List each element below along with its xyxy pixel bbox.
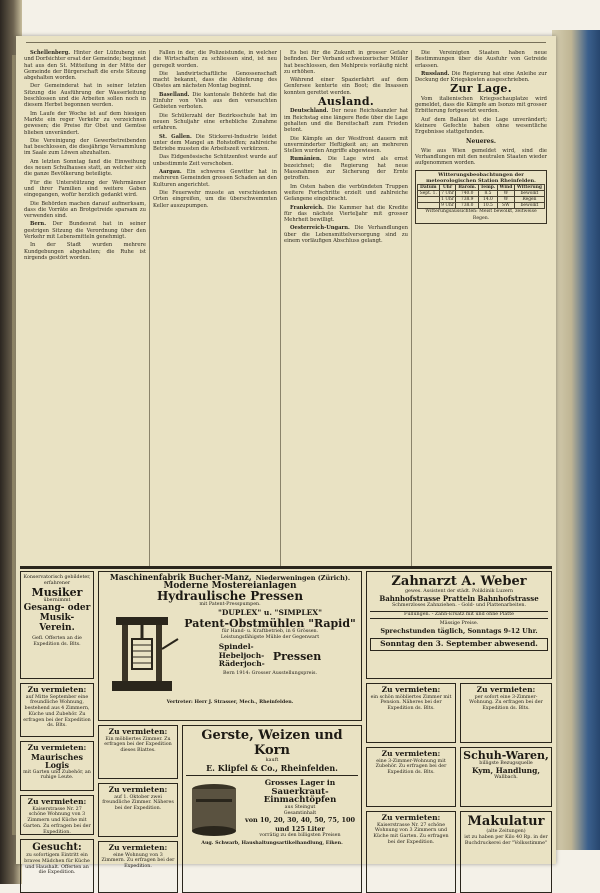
article-text: Während einer Spazierfahrt auf dem Genfersee kenterte ein Boot; die Insassen konnten gerettet werden. [284,77,408,96]
article-text: Die Feuerwehr musste an verschiedenen Orten eingreifen, um die überschwemmten Keller auszupumpen. [153,189,277,209]
weather-footer: Witterungsaussichten: Meist bewölkt, zeitweise Regen. [425,209,537,221]
article-paragraph [24,50,146,81]
weather-cell: 8.5 [478,191,497,197]
ad-small-title: Zu vermieten: [476,685,536,694]
ad-schuh-line1: billigste Bezugsquelle [479,761,533,766]
ad-bucher-manz [98,571,362,721]
article-text: In der Stadt wurden mehrere Kundgebungen abgehalten; die Ruhe ist nirgends gestört worden. [24,242,146,261]
ad-gesucht-title: Gesucht: [32,842,82,853]
article-paragraph [284,205,408,224]
weather-header-cell: Wind [497,185,514,191]
weather-cell: 9 Uhr [439,203,456,209]
article-column-2 [153,50,277,566]
article-paragraph [24,159,146,178]
article-lead: Deutschland. [290,108,329,115]
weather-cell: Sept. 1. [418,191,440,197]
ad-musiker-title: Musiker [31,585,83,599]
ad-schuh-line2: Kym, Handlung, [472,765,540,775]
ad-bucher-rep: Vertreter: Herr J. Strasser, Mech., Rheinfelden. [166,699,294,706]
ad-maurer-line2: mit Garten und Zubehör, an ruhige Leute. [23,769,91,781]
ad-bucher-place: Niederweningen (Zürich). [255,574,351,582]
ad-gerste-title: Gerste, Weizen und Korn [201,728,343,758]
weather-cell: Regen [514,197,544,203]
ad-small-title: Zu vermieten: [108,843,168,852]
ad-gerste-line2: Grosses Lager in [264,778,336,788]
article-text: Im Laufe der Woche ist auf dem hiesigen Markte ein reger Verkehr zu verzeichnen gewesen; die Preise für Obst und Gemüse blieben unverändert. [24,110,146,136]
article-paragraph [284,50,408,75]
ad-small-title: Zu vermieten: [381,749,441,758]
weather-cell: bewölkt [514,203,544,209]
ad-small-maurer [20,741,94,791]
weather-cell: 14.0 [478,197,497,203]
press-illustration [102,609,182,699]
ad-small-text: auf Mitte September eine freundliche Wohnung, bestehend aus 4 Zimmern, Küche und Zubehör. Zu erfragen bei der Expedition ds. Blts. [23,694,91,729]
ad-maurer-title: Zu vermieten: [27,743,87,752]
ad-zahnarzt-weber [366,571,552,679]
article-text: Die Kämpfe an der Westfront dauern mit unverminderter Heftigkeit an; an mehreren Stellen wurden Angriffe abgewiesen. [284,135,408,155]
ad-gerste-line4: aus Steingut [284,804,316,810]
ad-schuh-waren [460,747,552,807]
article-paragraph [153,154,277,167]
article-text: Die Schülerzahl der Bezirksschule hat im neuen Schuljahr eine erhebliche Zunahme erfahren. [153,112,277,132]
ad-small-title: Zu vermieten: [381,685,441,694]
article-paragraph [153,113,277,132]
article-text: Am letzten Sonntag fand die Einweihung des neuen Schulhauses statt, an welcher sich die ganze Bevölkerung beteiligte. [24,158,146,178]
ad-small-rent-8 [366,747,456,807]
article-text: Für die Unterstützung der Wehrmänner und ihrer Familien sind weitere Gaben eingegangen, wofür herzlich gedankt wird. [24,179,146,199]
ad-gerste-line1: kauft [265,758,279,763]
ad-small-rent-7 [460,683,552,743]
weather-header-cell: Uhr [439,185,456,191]
weather-header-cell: Witterung [514,185,544,191]
article-text: Die Stickerei-Industrie leidet unter dem Mangel an Rohstoffen; zahlreiche Betriebe mussten die Arbeitszeit verkürzen. [153,133,277,153]
ad-small-rent-3 [98,725,178,779]
ad-weber-name: Zahnarzt A. Weber [391,574,527,589]
ad-section-rule [20,566,552,569]
ad-small-title: Zu vermieten: [108,727,168,736]
column-divider [149,50,150,568]
article-text: Die kantonale Behörde hat die Einfuhr von Vieh aus den verseuchten Gebieten verboten. [153,91,277,111]
ad-small-text: Kaiserstrasse Nr. 27 schöne Wohnung von 3 Zimmern und Küche mit Garten. Zu erfragen bei der Expedition. [373,822,449,845]
weather-box [415,170,547,224]
article-paragraph [415,117,547,136]
article-text: Der Bundesrat hat in seiner gestrigen Sitzung die Verordnung über den Verkehr mit Lebensmitteln genehmigt. [24,221,146,241]
article-paragraph [24,242,146,261]
weather-cell: W [497,197,514,203]
article-paragraph [153,134,277,153]
weather-title: Witterungsbeobachtungen der meteorologischen Station Rheinfelden. [426,171,536,185]
weather-table [417,184,545,209]
ad-small-title: Zu vermieten: [108,785,168,794]
ad-small-text: ein schön möbliertes Zimmer mit Pension. Näheres bei der Expedition ds. Blts. [370,694,452,712]
column-divider [411,50,412,568]
ad-bucher-line7: Spindel- [218,642,254,652]
ad-bucher-line8: Hebeljoch- [218,650,265,660]
article-column-1 [24,50,146,566]
article-text: Das Eidgenössische Schützenfest wurde auf unbestimmte Zeit verschoben. [153,154,277,167]
ad-small-text: auf 1. Oktober zwei freundliche Zimmer. Näheres bei der Expedition. [102,794,174,812]
ad-small-title: Zu vermieten: [381,813,441,822]
weather-cell: 7 Uhr [439,191,456,197]
article-lead: Rumänien. [290,156,322,163]
article-lead: St. Gallen. [159,133,192,140]
column-divider [280,50,281,568]
weather-cell: 1 Uhr [439,197,456,203]
ad-schuh-title: Schuh-Waren, [463,749,549,762]
ad-placeholder-rent [366,811,456,893]
ad-musiker [20,571,94,679]
ad-gesucht-text: zu sofortigem Eintritt ein braves Mädchen für Küche und Haushalt. Offerten an die Expedition. [24,853,90,876]
ad-weber-line1: gewes. Assistent der städt. Poliklinik Luzern [404,589,514,594]
article-column-3 [284,50,408,566]
ad-weber-line5: Mässige Preise. [439,620,479,626]
weather-cell [418,203,440,209]
ad-gerste-line6: von 10, 20, 30, 40, 50, 75, 100 und 125 Liter [244,816,356,833]
ad-bucher-line9: Räderjoch- [218,659,265,669]
article-text: Die Behörden machen darauf aufmerksam, dass die Vorräte an Brotgetreide sparsam zu verwenden sind. [24,200,146,220]
ad-bucher-line4: Patent-Obstmühlen "Rapid" [184,616,356,630]
ad-bucher-line11: Bern 1914: Grosser Ausstellungspreis. [223,670,317,676]
ad-small-title: Zu vermieten: [27,685,87,694]
ad-musiker-line3: übernimmt [43,597,71,603]
weather-cell: 10.5 [478,203,497,209]
weather-cell: bewölkt [514,191,544,197]
ad-gerste-line3: Sauerkraut-Einmachtöpfen [263,786,337,806]
newspaper-page [16,36,556,876]
article-text: Die Regierung hat eine Anleihe zur Deckung der Kriegskosten ausgeschrieben. [415,70,547,84]
ad-weber-line6: Sprechstunden täglich, Sonntags 9-12 Uhr. [380,626,538,635]
advertisement-section [20,571,552,876]
article-paragraph [24,111,146,136]
ad-makulatur [460,811,552,893]
section-heading-zur-lage: Zur Lage. [450,82,512,96]
article-paragraph [415,96,547,115]
article-paragraph [24,180,146,199]
article-lead: Baselland. [159,91,190,98]
article-paragraph [24,83,146,108]
ad-musiker-line5: Gefl. Offerten an die Expedition ds. Blts. [32,636,82,648]
article-paragraph [153,190,277,209]
article-text: Die Kammer hat die Kredite für das nächste Vierteljahr mit grosser Mehrheit bewilligt. [284,204,409,224]
section-heading-ausland: Ausland. [318,95,374,109]
article-text: Fallen in der, die Polizeistunde, in welcher die Wirtschaften zu schliessen sind, ist neu geregelt worden. [153,50,277,69]
ad-gerste-line5: Gesamtinhalt [283,810,317,816]
ad-weber-line3: Schmerzloses Zahnziehen. - Gold- und Plattenarbeiten. [391,603,527,609]
article-text: Die Vereinigten Staaten haben neue Bestimmungen über die Ausfuhr von Getreide erlassen. [415,50,547,69]
ad-small-text: eine Wohnung von 3 Zimmern. Zu erfragen bei der Expedition. [101,852,175,870]
article-paragraph [24,138,146,157]
ad-bucher-line3: "DUPLEX" u. "SIMPLEX" [217,608,323,618]
article-text: Die Vereinigung der Gewerbetreibenden hat beschlossen, die diesjährige Versammlung im Saale zum Löwen abzuhalten. [24,137,146,157]
ad-bucher-line1: Moderne Mostereianlagen [163,581,297,591]
ad-small-text: eine 3-Zimmer-Wohnung mit Zubehör. Zu erfragen bei der Expedition ds. Blts. [375,758,447,776]
article-paragraph [284,225,408,244]
ad-bucher-line10: Pressen [272,649,322,663]
article-paragraph [284,184,408,203]
article-text: Ein schweres Gewitter hat in mehreren Gemeinden grossen Schaden an den Kulturen angerichtet. [153,169,277,188]
ad-musiker-line4: Gesang- oder Musik-Verein. [23,603,91,634]
ad-small-rent-1 [20,683,94,737]
article-lead: Schellenberg. [30,50,71,56]
ad-small-text: Ein möbliertes Zimmer. Zu erfragen bei der Expedition dieses Blattes. [104,736,172,754]
article-text: Es bei für die Zukunft in grosser Gefahr befinden. Der Verband schweizerischer Müller hat beschlossen, den Mehlpreis vorläufig nicht zu erhöhen. [284,50,408,75]
ad-small-rent-4 [98,783,178,837]
article-text: Der neue Reichskanzler hat im Reichstag eine längere Rede über die Lage gehalten und die Bereitschaft zum Frieden betont. [284,108,408,134]
article-text: Die Lage wird als ernst bezeichnet; die Regierung hat neue Massnahmen zur Sicherung der Ernte getroffen. [284,156,408,182]
article-paragraph [153,92,277,111]
ad-makulatur-line1: (alte Zeitungen) [486,829,526,834]
ad-gerste-firm: E. Klipfel & Co., Rheinfelden. [206,762,338,773]
ad-weber-line7: Sonntag den 3. September abwesend. [370,638,548,651]
article-lead: Bern. [30,221,46,228]
ad-maurer-line1: Maurisches Logis [31,751,83,770]
ad-bucher-line2: Hydraulische Pressen [156,588,304,603]
crock-illustration [186,779,242,839]
article-paragraph [415,50,547,69]
ad-small-text: per sofort eine 3-Zimmer-Wohnung. Zu erfragen bei der Expedition ds. Blts. [469,694,543,712]
article-paragraph [24,221,146,240]
ad-makulatur-line2: ist zu haben per Kilo 40 Rp. in der Buchdruckerei der "Volksstimme" [464,834,548,846]
article-paragraph [153,71,277,90]
ad-gesucht [20,839,94,893]
article-paragraph [284,156,408,181]
article-paragraph [284,136,408,155]
article-lead: Aargau. [159,169,182,176]
ad-makulatur-title: Makulatur [467,814,545,829]
article-lead: Oesterreich-Ungarn. [290,225,350,232]
ad-bucher-line5: für Hand- u. Kraftbetrieb, in 6 Grössen. [221,628,319,634]
weather-header-cell: Temp. [478,185,497,191]
weather-header-cell: Barom. [456,185,478,191]
article-text: Die landwirtschaftliche Genossenschaft macht bekannt, dass die Ablieferung des Obstes am nächsten Montag beginnt. [153,70,277,90]
weather-row [418,203,545,209]
ad-small-rent-2 [20,795,94,835]
ad-small-text: Kaiserstrasse Nr. 27 schöne Wohnung von 3 Zimmern und Küche mit Garten. Zu erfragen bei der Expedition. [23,806,91,835]
top-rule [26,42,546,43]
article-text: Hinter der Lüfzubeng ein und Dorfsichter ersat der Gemeinde; beginnet hat aus den St. Mitteilung in der Mitte der Gemeinde der Bürgerschaft die erste Sitzung abgehalten worden. [24,50,146,82]
ad-gerste-line7: vorrätig zu den billigsten Preisen [259,833,341,839]
article-text: Die Verhandlungen über die Lebensmittelversorgung sind zu einem vorläufigen Abschluss gelangt. [284,225,409,245]
ad-small-rent-6 [366,683,456,743]
article-lead: Frankreich. [290,204,324,211]
article-text: Auf dem Balkan ist die Lage unverändert; kleinere Gefechte haben ohne wesentliche Ergebnisse stattgefunden. [415,116,547,136]
article-text: Im Osten haben die verbündeten Truppen weitere Fortschritte erzielt und zahlreiche Gefangene eingebracht. [284,183,408,203]
weather-cell: 738.0 [456,203,478,209]
weather-cell: SW [497,203,514,209]
ad-bucher-line6: Leistungsfähigste Mühle der Gegenwart [220,634,320,640]
article-paragraph [153,50,277,69]
weather-cell: 740.0 [456,191,478,197]
article-paragraph [415,148,547,167]
article-paragraph [24,201,146,220]
article-lead: Russland. [421,70,450,77]
weather-header-cell: Datum [418,185,440,191]
article-paragraph [284,108,408,133]
article-text: Der Gemeinderat hat in seiner letzten Sitzung die Ausführung der Wasserleitung beschlossen und die Arbeiten sollen noch in diesem Herbst begonnen werden. [24,83,146,109]
article-paragraph [153,169,277,188]
ad-weber-line2: Bahnhofstrasse Pratteln Bahnhofstrasse [379,593,539,603]
section-subheading-neueres: Neueres. [466,137,496,145]
article-column-4 [415,50,547,566]
ad-small-title: Zu vermieten: [27,797,87,806]
article-paragraph [284,77,408,96]
weather-cell: W [497,191,514,197]
book-edge [552,30,600,850]
ad-weber-line4: Füllungen. - Zahn-Ersatz mit und ohne Platte [370,611,548,619]
ad-bucher-line2b: mit Patent-Presspumpen. [199,601,261,607]
ad-gerste-line8: Aug. Schwarb, Haushaltungsartikelhandlung, Eiken. [201,840,343,847]
ad-small-rent-5 [98,841,178,893]
weather-cell: 738.9 [456,197,478,203]
ad-musiker-line1: Konservatorisch gebildeter, erfahrener [23,575,91,586]
article-text: Vom italienischen Kriegsschauplatze wird gemeldet, dass die Kämpfe am Isonzo mit grosser Erbitterung fortgesetzt werden. [415,95,547,115]
ad-schuh-line3: Wallbach. [494,775,518,781]
ad-bucher-firm: Maschinenfabrik Bucher-Manz, [109,572,252,582]
article-text: Wie aus Wien gemeldet wird, sind die Verhandlungen mit den neutralen Staaten wieder aufgenommen worden. [415,147,547,167]
ad-gerste-klipfel [182,725,362,893]
